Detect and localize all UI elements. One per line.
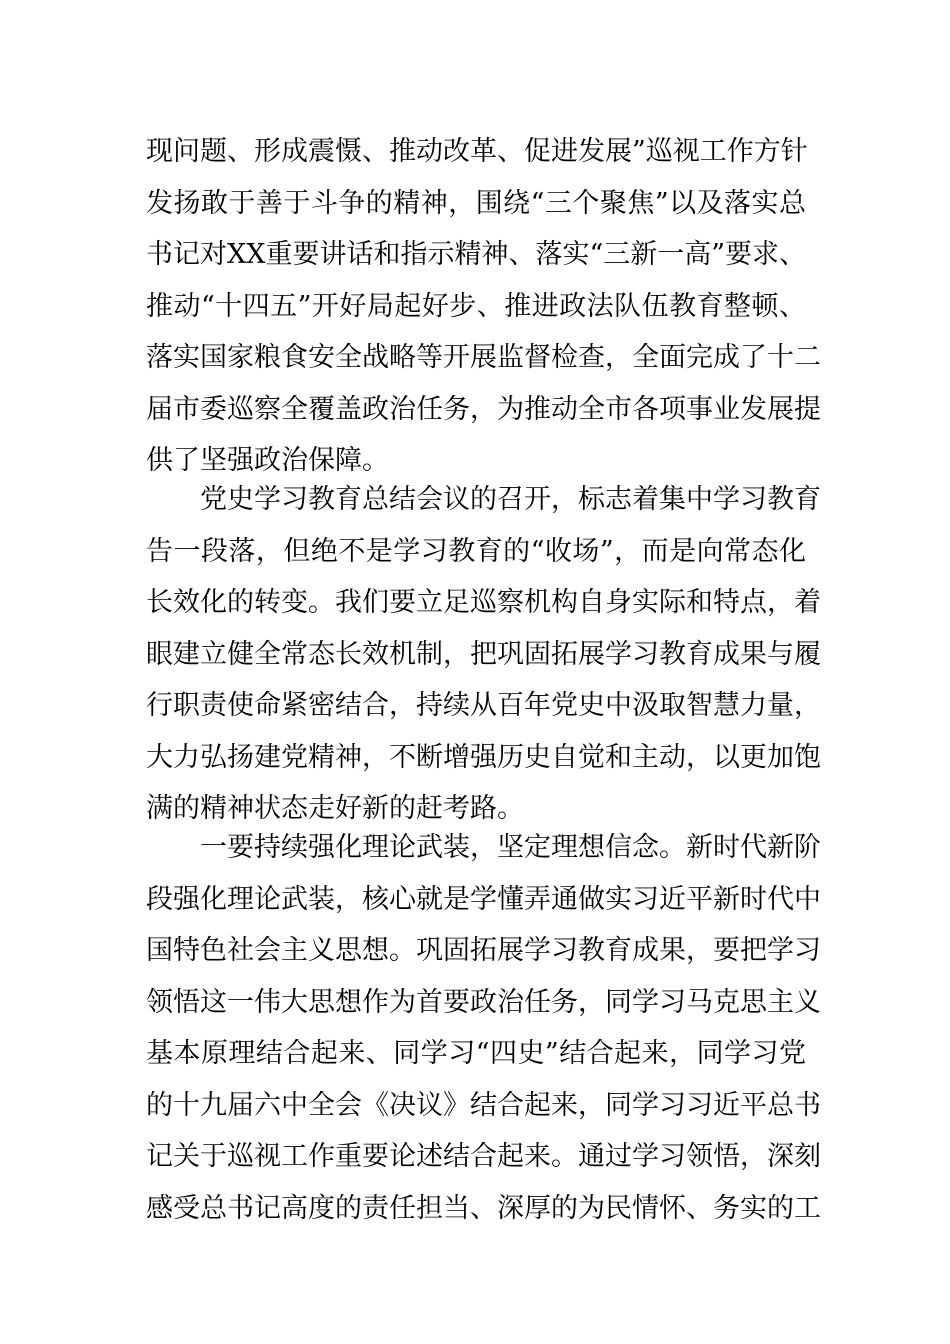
paragraph-summary-meeting <box>146 474 821 835</box>
text-line: 告一段落，但绝不是学习教育的“收场”，而是向常态化 <box>146 535 806 567</box>
text-line: 行职责使命紧密结合，持续从百年党史中汲取智慧力量， <box>146 690 821 721</box>
text-line: 领悟这一伟大思想作为首要政治任务，同学习马克思主义 <box>146 986 821 1018</box>
text-line: 国特色社会主义思想。巩固拓展学习教育成果，要把学习 <box>146 935 821 966</box>
text-line: 长效化的转变。我们要立足巡察机构自身实际和特点，着 <box>146 587 821 618</box>
text-line: 满的精神状态走好新的赶考路。 <box>146 793 524 824</box>
text-line: 书记对XX重要讲话和指示精神、落实“三新一高”要求、 <box>146 239 807 270</box>
text-line: 眼建立健全常态长效机制，把巩固拓展学习教育成果与履 <box>146 638 821 670</box>
text-line: 基本原理结合起来、同学习“四史”结合起来，同学习党 <box>146 1038 806 1069</box>
text-line: 一要持续强化理论武装，坚定理想信念。新时代新阶 <box>200 832 821 863</box>
text-line: 发扬敢于善于斗争的精神，围绕“三个聚焦”以及落实总 <box>146 187 806 219</box>
text-line: 推动“十四五”开好局起好步、推进政法队伍教育整顿、 <box>146 290 806 322</box>
text-line: 记关于巡视工作重要论述结合起来。通过学习领悟，深刻 <box>146 1141 821 1172</box>
text-line: 的十九届六中全会《决议》结合起来，同学习习近平总书 <box>146 1089 821 1121</box>
text-line: 党史学习教育总结会议的召开，标志着集中学习教育 <box>200 484 821 515</box>
text-line: 感受总书记高度的责任担当、深厚的为民情怀、务实的工 <box>146 1192 821 1224</box>
text-line: 现问题、形成震慑、推动改革、促进发展”巡视工作方针 <box>146 136 808 167</box>
text-line: 落实国家粮食安全战略等开展监督检查，全面完成了十二 <box>146 342 821 373</box>
text-line: 届市委巡察全覆盖政治任务，为推动全市各项事业发展提 <box>146 393 821 425</box>
text-line: 段强化理论武装，核心就是学懂弄通做实习近平新时代中 <box>146 883 821 915</box>
paragraph-theory-armament <box>146 822 821 1234</box>
paragraph-continuation <box>146 126 821 487</box>
text-line: 大力弘扬建党精神，不断增强历史自觉和主动，以更加饱 <box>146 741 821 773</box>
text-line: 供了坚强政治保障。 <box>146 445 389 476</box>
